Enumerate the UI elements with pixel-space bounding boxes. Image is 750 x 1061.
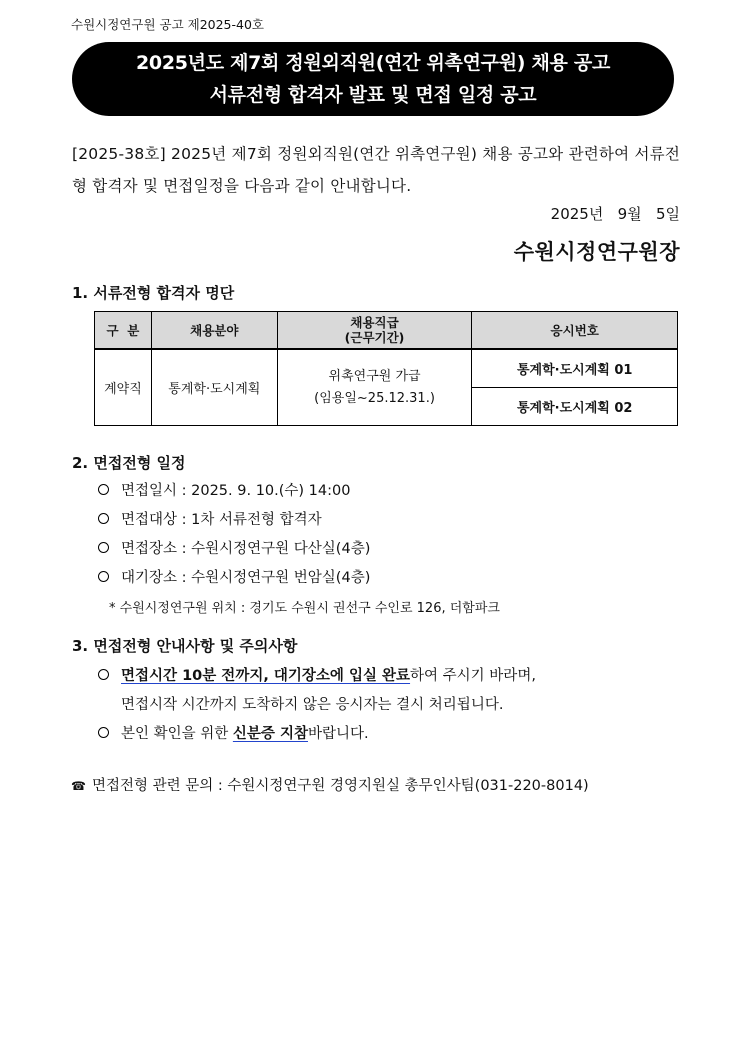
notice-date: 2025년 9월 5일 (550, 205, 680, 223)
schedule-target: 면접대상 : 1차 서류전형 합격자 (121, 512, 322, 528)
cell-grade-period: (임용일~25.12.31.) (314, 390, 435, 406)
notice-1-rest: 하여 주시기 바라며, (410, 668, 536, 684)
section2-title: 2. 면접전형 일정 (72, 454, 186, 472)
contact-text: 면접전형 관련 문의 : 수원시정연구원 경영지원실 총무인사팀(031-220-8014) (91, 778, 589, 794)
header-category: 구 분 (95, 312, 152, 350)
list-item (98, 533, 370, 562)
list-item (98, 562, 370, 591)
notice-2-emphasis: 신분증 지참 (232, 726, 308, 742)
document-number: 수원시정연구원 공고 제2025-40호 (71, 17, 265, 32)
table-header-row (95, 312, 678, 350)
contact-line (71, 774, 589, 795)
list-item (98, 504, 370, 533)
list-item (98, 475, 370, 504)
results-table (94, 311, 678, 426)
circle-bullet-icon (98, 669, 109, 680)
header-field: 채용분야 (151, 312, 277, 350)
header-grade-line2: (근무기간) (344, 330, 405, 345)
cell-applicant-2: 통계학·도시계획 02 (472, 388, 678, 426)
cell-category: 계약직 (95, 349, 152, 426)
notice-2-line (121, 722, 369, 743)
table-row (95, 349, 678, 388)
cell-grade-name: 위촉연구원 가급 (328, 368, 421, 384)
location-note: * 수원시정연구원 위치 : 경기도 수원시 권선구 수인로 126, 더함파크 (109, 601, 500, 616)
circle-bullet-icon (98, 727, 109, 738)
header-grade (277, 312, 472, 350)
title-banner (72, 42, 674, 116)
circle-bullet-icon (98, 513, 109, 524)
circle-bullet-icon (98, 484, 109, 495)
circle-bullet-icon (98, 571, 109, 582)
section1-title: 1. 서류전형 합격자 명단 (72, 284, 235, 302)
list-item (98, 660, 536, 689)
notice-1-continuation: 면접시작 시간까지 도착하지 않은 응시자는 결시 처리됩니다. (121, 697, 504, 713)
title-line-2: 서류전형 합격자 발표 및 면접 일정 공고 (209, 84, 537, 106)
circle-bullet-icon (98, 542, 109, 553)
cell-grade (277, 349, 472, 426)
schedule-datetime: 면접일시 : 2025. 9. 10.(수) 14:00 (121, 483, 351, 499)
signer: 수원시정연구원장 (513, 240, 680, 264)
section3-title: 3. 면접전형 안내사항 및 주의사항 (72, 637, 298, 655)
cell-applicant-1: 통계학·도시계획 01 (472, 349, 678, 388)
header-applicant-no: 응시번호 (472, 312, 678, 350)
cell-field: 통계학·도시계획 (151, 349, 277, 426)
header-grade-line1: 채용직급 (350, 315, 399, 330)
telephone-icon: ☎ (71, 779, 86, 793)
intro-paragraph: [2025-38호] 2025년 제7회 정원외직원(연간 위촉연구원) 채용 공고와 관련하여 서류전형 합격자 및 면접일정을 다음과 같이 안내합니다. (72, 145, 680, 195)
notice-2-post: 바랍니다. (307, 726, 369, 742)
notice-1-emphasis: 면접시간 10분 전까지, 대기장소에 입실 완료 (121, 668, 411, 684)
notice-list (98, 660, 536, 747)
schedule-waiting-room: 대기장소 : 수원시정연구원 번암실(4층) (121, 570, 371, 586)
schedule-venue: 면접장소 : 수원시정연구원 다산실(4층) (121, 541, 371, 557)
title-line-1: 2025년도 제7회 정원외직원(연간 위촉연구원) 채용 공고 (135, 52, 611, 74)
notice-2-pre: 본인 확인을 위한 (121, 726, 233, 742)
notice-1-line (121, 664, 536, 685)
schedule-list (98, 475, 370, 591)
list-item (98, 718, 536, 747)
